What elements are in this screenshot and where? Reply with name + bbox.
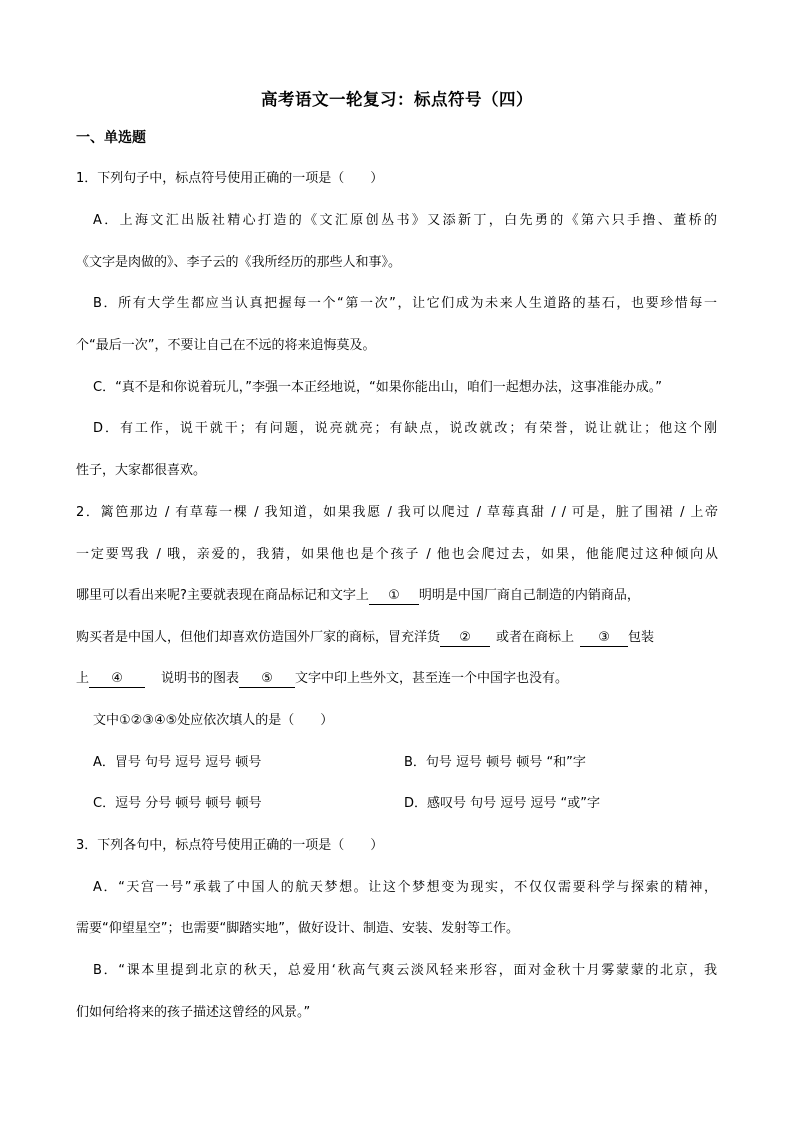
passage-text: 购买者是中国人，但他们却喜欢仿造国外厂家的商标，冒充洋货	[76, 630, 441, 645]
q3-option-b-line1: B．“课本里提到北京的秋天，总爱用‘秋高气爽云淡风轻来形容，面对金秋十月雾蒙蒙的北京，我	[93, 963, 717, 978]
q2-passage-line4	[76, 628, 654, 648]
passage-text: 或者在商标上	[496, 630, 575, 645]
q2-option-c: C．逗号 分号 顿号 顿号 顿号	[93, 796, 262, 811]
blank-1: ①	[369, 588, 419, 605]
passage-text: 包装	[628, 630, 655, 645]
q2-prompt: 文中①②③④⑤处应依次填人的是（ ）	[93, 713, 334, 728]
q1-option-d-line1: D．有工作，说干就干；有问题，说亮就亮；有缺点，说改就改；有荣誉，说让就让；他这个刚	[93, 421, 717, 436]
q2-passage-line5	[76, 669, 568, 689]
q2-passage-line3	[76, 586, 640, 606]
q2-option-d: D．感叹号 句号 逗号 逗号 “或”字	[404, 796, 601, 811]
q3-option-a-line2: 需要“仰望星空”；也需要“脚踏实地”，做好设计、制造、安装、发射等工作。	[76, 921, 519, 936]
passage-text: 文字中印上些外文，甚至连一个中国字也没有。	[295, 671, 569, 686]
q3-stem: 3．下列各句中，标点符号使用正确的一项是（ ）	[76, 838, 384, 853]
q1-option-d-line2: 性子，大家都很喜欢。	[76, 463, 207, 478]
blank-2: ②	[440, 630, 490, 647]
blank-3: ③	[580, 630, 628, 647]
page-title: 高考语文一轮复习：标点符号（四）	[261, 90, 533, 109]
blank-5: ⑤	[239, 671, 295, 688]
q3-option-a-line1: A．“天宫一号”承载了中国人的航天梦想。让这个梦想变为现实，不仅仅需要科学与探索的精神，	[93, 880, 717, 895]
q1-option-a-line2: 《文字是肉做的》、李子云的《我所经历的那些人和事》。	[76, 255, 402, 270]
passage-text: 上	[76, 671, 90, 686]
q2-option-a: A．冒号 句号 逗号 逗号 顿号	[93, 755, 262, 770]
passage-text: 说明书的图表	[161, 671, 240, 686]
q3-option-b-line2: 们如何给将来的孩子描述这曾经的风景。”	[76, 1005, 311, 1020]
passage-text: 哪里可以看出来呢?主要就表现在商品标记和文字上	[76, 588, 369, 603]
q1-option-b-line1: B．所有大学生都应当认真把握每一个“第一次”，让它们成为未来人生道路的基石，也要珍惜每一	[93, 296, 717, 311]
q1-stem: 1．下列句子中，标点符号使用正确的一项是（ ）	[76, 171, 384, 186]
q2-passage-line2: 一定要骂我 / 哦，亲爱的，我猜，如果他也是个孩子 / 他也会爬过去，如果，他能爬过这种倾向从	[76, 547, 718, 562]
section-heading: 一、单选题	[76, 130, 146, 146]
q2-passage-line1: 2．篱笆那边 / 有草莓一棵 / 我知道，如果我愿 / 我可以爬过 / 草莓真甜 / / 可是，脏了围裙 / 上帝	[76, 505, 718, 520]
q1-option-c: C．“真不是和你说着玩儿，”李强一本正经地说，“如果你能出山，咱们一起想办法，这事准能办成。”	[93, 380, 663, 395]
passage-text: 明明是中国厂商自己制造的内销商品，	[418, 588, 640, 603]
q1-option-b-line2: 个“最后一次”，不要让自己在不远的将来追悔莫及。	[76, 338, 376, 353]
q1-option-a-line1: A．上海文汇出版社精心打造的《文汇原创丛书》又添新丁，白先勇的《第六只手撸、董桥的	[93, 213, 717, 228]
q2-option-b: B．句号 逗号 顿号 顿号 “和”字	[404, 755, 586, 770]
blank-4: ④	[89, 671, 145, 688]
